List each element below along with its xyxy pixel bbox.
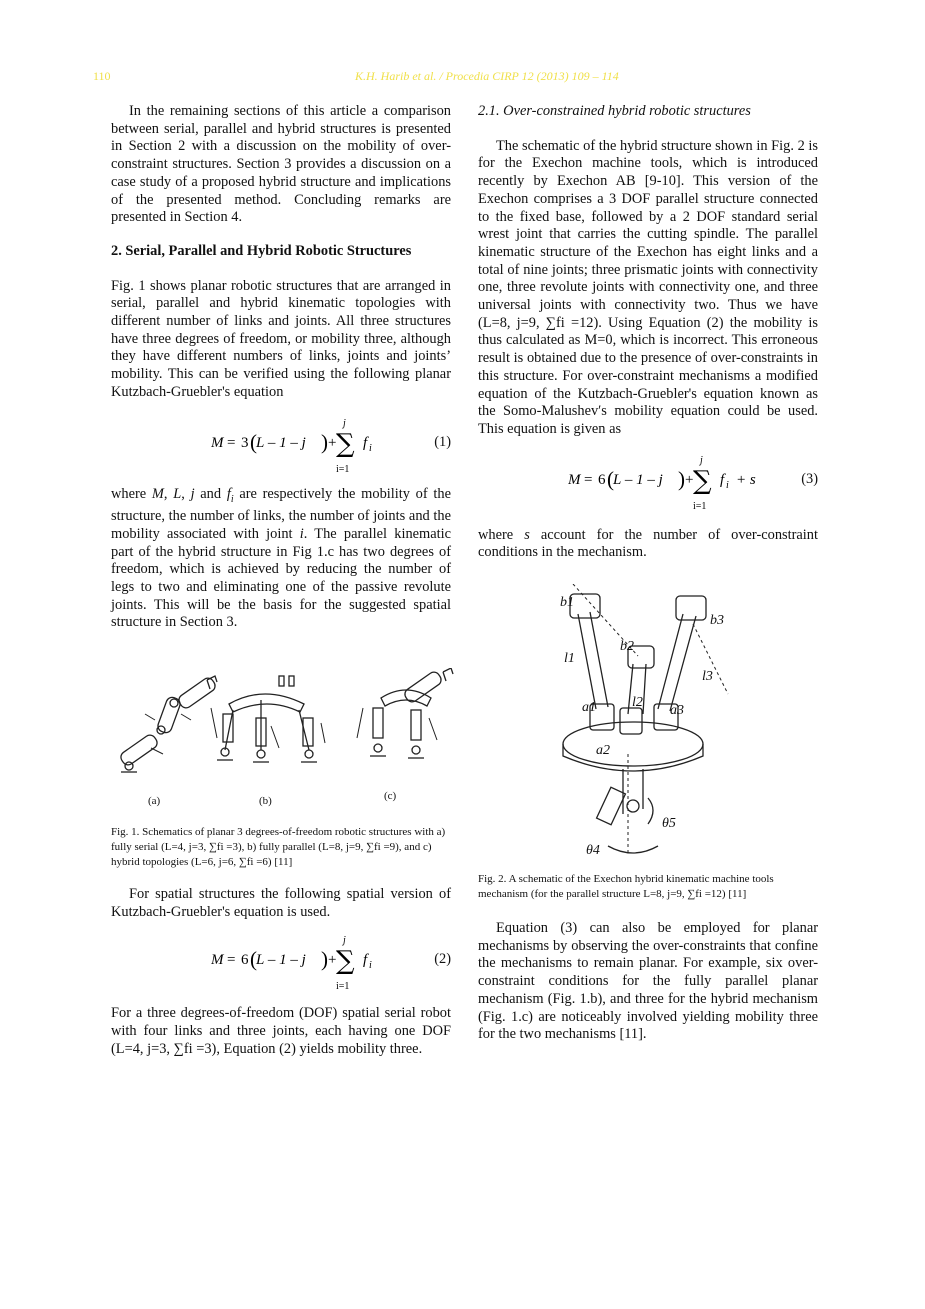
eq2-plus: + xyxy=(328,952,337,969)
right-column xyxy=(478,103,818,1044)
equation-3-number: (3) xyxy=(801,470,818,487)
running-title: K.H. Harib et al. / Procedia CIRP 12 (2013) 109 – 114 xyxy=(355,69,619,83)
figure-1 xyxy=(111,668,451,833)
figure-2-exechon-schematic xyxy=(478,584,818,874)
equation-1-graphic xyxy=(211,414,471,476)
eq1-term: f xyxy=(363,434,368,451)
fig2-label-b2: b2 xyxy=(620,639,634,655)
eq2-coef: 6 xyxy=(241,952,249,969)
equation-2-number: (2) xyxy=(434,951,451,968)
paragraph-intro: In the remaining sections of this article a comparison between serial, parallel and hybrid structures is presented in Section 2 with a discussion on the mobility of over-constraint structures. Section 3 provides a discussion on a case study of a proposed hybrid structure and implications of the presented method. Concluding remarks are presented in Section 4. xyxy=(111,103,451,226)
eq3-coef: 6 xyxy=(598,471,606,488)
eq1-lhs: M xyxy=(211,434,224,451)
fig1-label-b: (b) xyxy=(259,795,272,808)
eq1-sum-lower: i=1 xyxy=(336,463,350,475)
figure-1-caption: Fig. 1. Schematics of planar 3 degrees-of-freedom robotic structures with a) fully serial (L=4, j=3, ∑fi =3), b) fully parallel (L=8, j=9, ∑fi =9), and c) hybrid topologies (L=6, j=6, ∑fi =6) [11] xyxy=(111,826,446,869)
eq3-sum-sign: ∑ xyxy=(693,465,712,496)
eq2-body: L – 1 – j xyxy=(256,952,306,969)
left-column xyxy=(111,103,451,1059)
eq2-equals: = xyxy=(227,952,236,969)
eq2-sum-lower: i=1 xyxy=(336,981,350,993)
fig1a-serial-arm xyxy=(119,676,218,772)
fig1b-parallel xyxy=(211,676,325,762)
subsection-2-1-title: 2.1. Over-constrained hybrid robotic structures xyxy=(478,103,751,119)
eq1-equals: = xyxy=(227,434,236,451)
figure-1-schematics xyxy=(111,668,456,793)
eq2-lparen: ( xyxy=(250,947,257,972)
equation-1-number: (1) xyxy=(434,433,451,450)
eq3-sum-upper: j xyxy=(700,454,703,466)
eq2-sum-upper: j xyxy=(343,935,346,947)
paragraph-serial-example: For a three degrees-of-freedom (DOF) spatial serial robot with four links and three joints, each having one DOF (L=4, j=3, ∑fi =3), Equation (2) yields mobility three. xyxy=(111,1005,451,1057)
eq3-lhs: M xyxy=(568,471,581,488)
paragraph-variables: where M, L, j and $f_i$ are respectively the mobility of the structure, the number of links, the number of joints and the mobility associated with joint i. The parallel kinematic part of the hybrid structure in Fig 1.c has two degrees of freedom, which is achieved by reducing the number of legs to two and eliminating one of the passive revolute joints. This will be the basis for the suggested spatial structure in Section 3. xyxy=(111,485,451,631)
fig2-label-b1: b1 xyxy=(560,595,574,611)
fig2-label-a1: a1 xyxy=(582,700,596,716)
eq1-plus: + xyxy=(328,434,337,451)
eq3-rparen: ) xyxy=(678,466,685,491)
eq1-term-sub: i xyxy=(369,442,372,454)
eq1-sum-upper: j xyxy=(343,417,346,429)
eq1-rparen: ) xyxy=(321,429,328,454)
fig2-label-l1: l1 xyxy=(564,651,575,667)
figure-2 xyxy=(478,584,818,874)
fig2-theta5-arrow xyxy=(648,798,653,824)
equation-1 xyxy=(111,414,451,476)
eq2-sum-sign: ∑ xyxy=(336,946,355,977)
eq3-term-sub: i xyxy=(726,479,729,491)
equation-2-graphic xyxy=(211,931,471,993)
page-number: 110 xyxy=(93,69,111,83)
eq3-extra: + s xyxy=(736,471,756,488)
fig2-theta4-arrow xyxy=(608,846,658,853)
paragraph-fig1-intro: Fig. 1 shows planar robotic structures that are arranged in serial, parallel and hybrid kinematic topologies with different number of links and joints. All three structures have three degrees of freedom, or mobility three, although they have different numbers of links, joints and joints’ mobility. This can be verified using the following planar Kutzbach-Gruebler's equation xyxy=(111,277,451,400)
eq3-body: L – 1 – j xyxy=(613,471,663,488)
figure-2-caption: Fig. 2. A schematic of the Exechon hybrid kinematic machine tools mechanism (for the parallel structure L=8, j=9, ∑fi =12) [11] xyxy=(478,873,774,901)
fig2-leg-1 xyxy=(578,612,608,709)
fig2-label-a3: a3 xyxy=(670,703,684,719)
fig1-label-c: (c) xyxy=(384,790,397,803)
fig2-leg-3 xyxy=(658,614,696,711)
paragraph-exechon: The schematic of the hybrid structure shown in Fig. 2 is for the Exechon machine tools, which is introduced recently by Exechon AB [9-10]. This version of the Exechon comprises a 3 DOF parallel structure connected to the fixed base, followed by a 2 DOF standard serial wrest joint that carries the cutting spindle. The parallel kinematic structure of the Exechon has eight links and a total of nine joints; three prismatic joints with connectivity one, three revolute joints with connectivity one, and three universal joints with connectivity two. Thus we have (L=8, j=9, ∑fi =12). Using Equation (2) the mobility is thus calculated as M=0, which is incorrect. This erroneous result is obtained due to the presence of over-constraints in this structure. For over-constraint mechanisms a modified equation of the Kutzbach-Gruebler's equation known as the Somo-Malushev′s mobility equation could be used. This equation is given as xyxy=(478,137,818,437)
fig2-label-theta4: θ4 xyxy=(586,843,600,859)
eq1-coef: 3 xyxy=(241,434,249,451)
eq3-term: f xyxy=(720,471,725,488)
section-2-title: 2. Serial, Parallel and Hybrid Robotic Structures xyxy=(111,242,412,259)
eq1-sum-sign: ∑ xyxy=(336,428,355,459)
fig2-label-l2: l2 xyxy=(632,695,643,711)
paragraph-over-constraint: where s account for the number of over-constraint conditions in the mechanism. xyxy=(478,526,818,561)
fig2-label-b3: b3 xyxy=(710,613,724,629)
eq3-plus: + xyxy=(685,471,694,488)
eq3-lparen: ( xyxy=(607,466,614,491)
fig2-label-theta5: θ5 xyxy=(662,816,676,832)
fig1c-hybrid xyxy=(357,668,453,758)
paragraph-planar-overconstraint: Equation (3) can also be employed for planar mechanisms by observing the over-constraints that confine the mechanisms to remain planar. For example, six over-constraint conditions for the fully parallel planar mechanism (Fig. 1.b), and three for the hybrid mechanism (Fig. 1.c) are noticeably involved yielding mobility three for the two mechanisms [11]. xyxy=(478,920,818,1043)
equation-3 xyxy=(478,451,818,513)
eq2-lhs: M xyxy=(211,952,224,969)
paragraph-spatial: For spatial structures the following spatial version of Kutzbach-Gruebler's equation is used. xyxy=(111,886,451,920)
eq1-body: L – 1 – j xyxy=(256,434,306,451)
fig2-label-a2: a2 xyxy=(596,743,610,759)
eq2-term: f xyxy=(363,952,368,969)
fig2-label-l3: l3 xyxy=(702,669,713,685)
fig1-label-a: (a) xyxy=(148,795,161,808)
eq1-lparen: ( xyxy=(250,429,257,454)
equation-2 xyxy=(111,931,451,993)
eq2-term-sub: i xyxy=(369,960,372,972)
eq2-rparen: ) xyxy=(321,947,328,972)
eq3-sum-lower: i=1 xyxy=(693,500,707,512)
fig2-base-plate xyxy=(563,722,703,766)
eq3-equals: = xyxy=(584,471,593,488)
